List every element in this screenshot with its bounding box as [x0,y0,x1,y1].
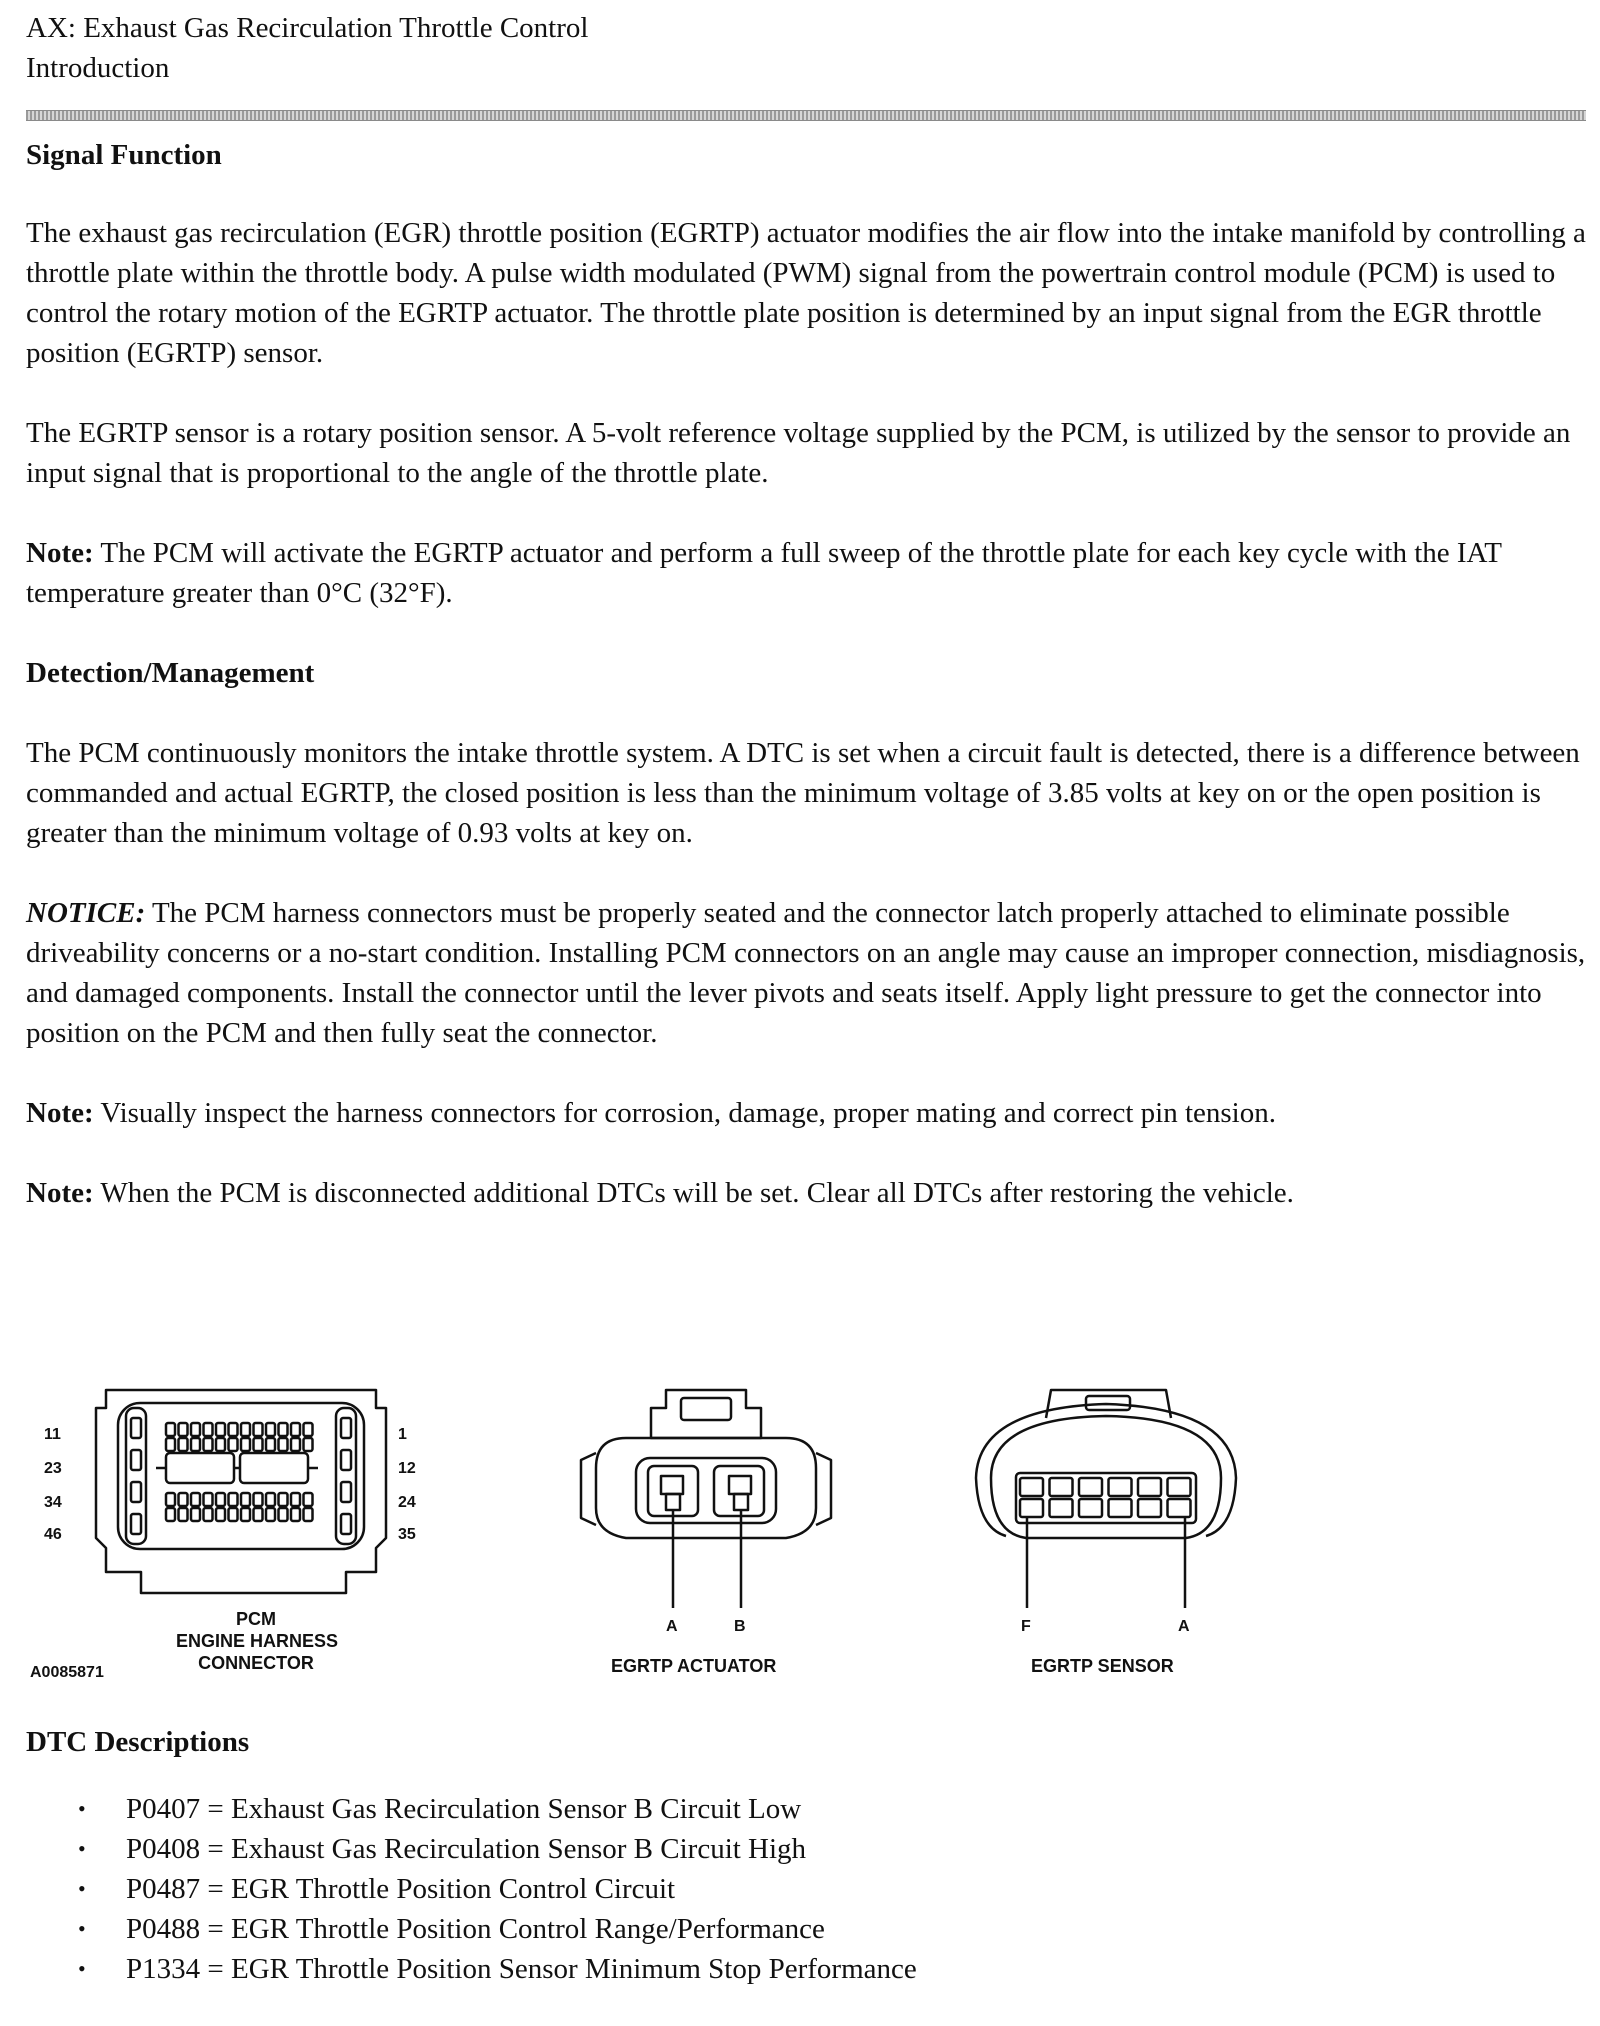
pcm-pin [266,1438,275,1451]
actuator-pin-b-label: B [734,1618,746,1635]
dtc-text: P0487 = EGR Throttle Position Control Circuit [126,1873,676,1905]
dtc-list-item [26,1829,917,1869]
dtc-text: P0488 = EGR Throttle Position Control Range/Performance [126,1913,825,1945]
pcm-pin [241,1508,250,1521]
pcm-pin [254,1423,263,1436]
sensor-pin-cell [1079,1478,1102,1496]
caption-line: ENGINE HARNESS [176,1631,339,1651]
pcm-pin [341,1450,351,1470]
caption-line: PCM [236,1609,276,1629]
pcm-pin-label: 12 [398,1460,416,1477]
sensor-pin-cell [1138,1499,1161,1517]
pcm-pin [254,1508,263,1521]
actuator-caption: EGRTP ACTUATOR [611,1656,777,1676]
sensor-pin-f-label: F [1021,1618,1031,1635]
pcm-connector-caption [176,1608,339,1674]
dtc-list [26,1789,917,1989]
dtc-list-item [26,1949,917,1989]
note-label: Note: [26,1097,94,1129]
dtc-text: P0408 = Exhaust Gas Recirculation Sensor B Circuit High [126,1833,807,1865]
pcm-pin [179,1423,188,1436]
pcm-pin [166,1508,175,1521]
pcm-pin [191,1438,200,1451]
pcm-pin [216,1423,225,1436]
pcm-pin [341,1418,351,1438]
pcm-pin [254,1493,263,1506]
document [26,8,1586,1985]
connector-diagram [26,1368,1586,1698]
pcm-pin [229,1438,238,1451]
pcm-pin [179,1438,188,1451]
pcm-pin [304,1508,313,1521]
pcm-pin [291,1423,300,1436]
signal-function-paragraph-2: The EGRTP sensor is a rotary position sensor. A 5-volt reference voltage supplied by the PCM, is utilized by the sensor to provide an input signal that is proportional to the angle of the throttle plate. [26,417,1571,489]
disconnect-note [26,1173,1586,1213]
notice-text: The PCM harness connectors must be properly seated and the connector latch properly attached to eliminate possible driveability concerns or a no-start condition. Installing PCM connectors on an angle may cause an improper connection, misdiagnosis, and damaged components. Install the connector until the lever pivots and seats itself. Apply light pressure to get the connector into position on the PCM and then fully seat the connector. [26,897,1586,1049]
pcm-pin [166,1423,175,1436]
pcm-pin [131,1482,141,1502]
pcm-pin [341,1482,351,1502]
sensor-pin-cell [1079,1499,1102,1517]
pcm-pin [204,1493,213,1506]
note-text: Visually inspect the harness connectors for corrosion, damage, proper mating and correct pin tension. [93,1097,1276,1129]
sensor-caption: EGRTP SENSOR [1031,1656,1174,1676]
notice-paragraph [26,893,1586,1053]
note-label: Note: [26,537,94,569]
pcm-pin [191,1508,200,1521]
pcm-pin [291,1493,300,1506]
pcm-pin [304,1438,313,1451]
detection-management-heading: Detection/Management [26,657,315,689]
pcm-pin [241,1423,250,1436]
pcm-pin [279,1438,288,1451]
pcm-pin [279,1423,288,1436]
pcm-pin-label: 24 [398,1494,416,1511]
pcm-pin-label: 1 [398,1426,407,1443]
pcm-pin [179,1493,188,1506]
document-subtitle: Introduction [26,52,170,84]
dtc-list-item [26,1909,917,1949]
pcm-pin [266,1423,275,1436]
pcm-pin [204,1423,213,1436]
pcm-pin [241,1438,250,1451]
pcm-pin [204,1508,213,1521]
pcm-pin [229,1423,238,1436]
signal-function-heading: Signal Function [26,139,222,171]
pcm-pin [131,1514,141,1534]
pcm-pin [179,1508,188,1521]
pcm-pin-label: 35 [398,1526,416,1543]
pcm-connector-drawing [96,1390,386,1593]
sensor-pin-cell [1109,1478,1132,1496]
pcm-pin [229,1493,238,1506]
bullet-icon: • [78,1836,86,1861]
dtc-descriptions-heading: DTC Descriptions [26,1726,250,1758]
sensor-pin-cell [1050,1478,1073,1496]
pcm-pin [166,1438,175,1451]
egrtp-sensor-drawing [976,1390,1236,1608]
dtc-list-item [26,1789,917,1829]
pcm-pin [216,1438,225,1451]
note-label: Note: [26,1177,94,1209]
pcm-pin [131,1450,141,1470]
pcm-pin [166,1493,175,1506]
pcm-pin [229,1508,238,1521]
detection-paragraph: The PCM continuously monitors the intake throttle system. A DTC is set when a circuit fault is detected, there is a difference between commanded and actual EGRTP, the closed position is less than the minimum voltage of 3.85 volts at key on or the open position is greater than the minimum voltage of 0.93 volts at key on. [26,737,1580,849]
bullet-icon: • [78,1796,86,1821]
pcm-pin [131,1418,141,1438]
pcm-pin [266,1493,275,1506]
pcm-pin [304,1423,313,1436]
sensor-pin-cell [1109,1499,1132,1517]
pcm-pin-label: 34 [44,1494,62,1511]
sensor-pin-cell [1020,1499,1043,1517]
pcm-pin [191,1493,200,1506]
document-title: AX: Exhaust Gas Recirculation Throttle Control [26,12,589,44]
signal-function-note [26,533,1586,613]
pcm-pin [266,1508,275,1521]
pcm-pin [304,1493,313,1506]
dtc-list-item [26,1869,917,1909]
note-text: When the PCM is disconnected additional DTCs will be set. Clear all DTCs after restoring the vehicle. [93,1177,1294,1209]
pcm-pin [191,1423,200,1436]
signal-function-paragraph-1: The exhaust gas recirculation (EGR) throttle position (EGRTP) actuator modifies the air flow into the intake manifold by controlling a throttle plate within the throttle body. A pulse width modulated (PWM) signal from the powertrain control module (PCM) is used to control the rotary motion of the EGRTP actuator. The throttle plate position is determined by an input signal from the EGR throttle position (EGRTP) sensor. [26,217,1586,369]
pcm-pin [279,1493,288,1506]
egrtp-actuator-drawing [581,1390,831,1608]
pcm-pin-label: 11 [44,1426,61,1443]
sensor-pin-cell [1168,1499,1191,1517]
dtc-text: P1334 = EGR Throttle Position Sensor Minimum Stop Performance [126,1953,917,1985]
bullet-icon: • [78,1876,86,1901]
note-text: The PCM will activate the EGRTP actuator and perform a full sweep of the throttle plate for each key cycle with the IAT temperature greater than 0°C (32°F). [26,537,1502,609]
pcm-pin [291,1438,300,1451]
pcm-pin [241,1493,250,1506]
figure-id: A0085871 [30,1664,104,1681]
sensor-pin-cell [1138,1478,1161,1496]
horizontal-rule [26,110,1586,121]
pcm-pin-label: 23 [44,1460,62,1477]
dtc-text: P0407 = Exhaust Gas Recirculation Sensor B Circuit Low [126,1793,802,1825]
pcm-pin [254,1438,263,1451]
pcm-pin [204,1438,213,1451]
sensor-pin-cell [1050,1499,1073,1517]
notice-label: NOTICE: [26,897,146,929]
pcm-pin [291,1508,300,1521]
sensor-pin-a-label: A [1178,1618,1190,1635]
inspect-note [26,1093,1586,1133]
pcm-pin [341,1514,351,1534]
pcm-pin-label: 46 [44,1526,62,1543]
sensor-pin-cell [1020,1478,1043,1496]
actuator-pin-a-label: A [666,1618,678,1635]
bullet-icon: • [78,1956,86,1981]
pcm-pin [279,1508,288,1521]
pcm-pin [216,1493,225,1506]
bullet-icon: • [78,1916,86,1941]
caption-line: CONNECTOR [198,1653,314,1673]
sensor-pin-cell [1168,1478,1191,1496]
pcm-pin [216,1508,225,1521]
